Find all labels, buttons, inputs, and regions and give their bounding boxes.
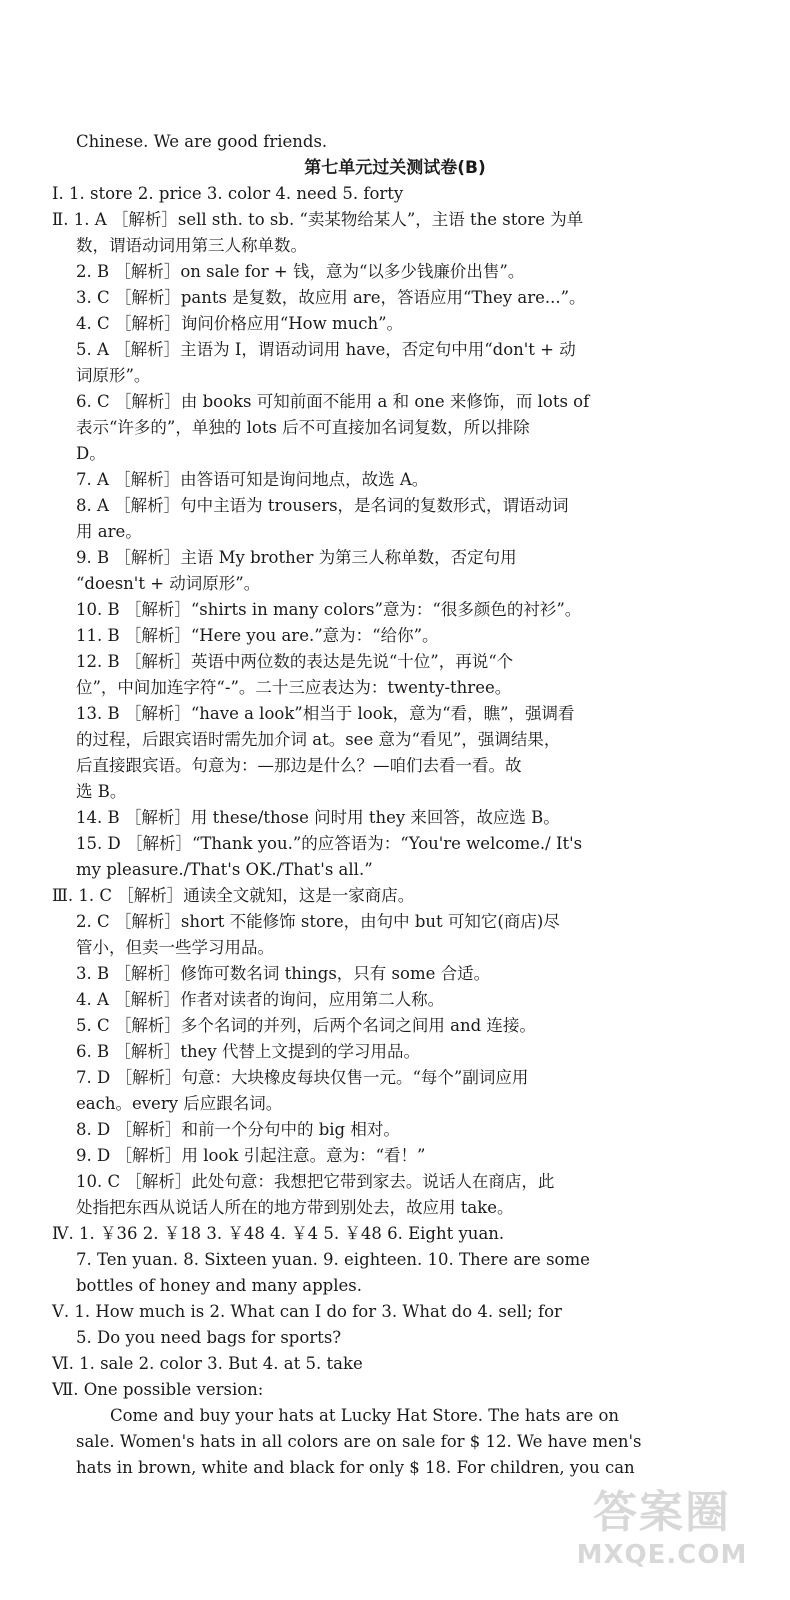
section-title: 第七单元过关测试卷(B) [304,158,486,178]
text-line-49: sale. Women's hats in all colors are on sale for $ 12. We have men's [76,1432,642,1451]
text-line-7: 5. A ［解析］主语为 I，谓语动词用 have，否定句中用“don't + 动 [76,340,576,359]
text-line-33: 5. C ［解析］多个名词的并列，后两个名词之间用 and 连接。 [76,1016,536,1035]
site-watermark [562,1482,762,1578]
text-line-50: hats in brown, white and black for only $ 18. For children, you can [76,1458,635,1477]
watermark-url: MXQE.COM [576,1540,748,1570]
text-line-10: 表示“许多的”，单独的 lots 后不可直接加名词复数，所以排除 [76,418,530,437]
text-line-29: 2. C ［解析］short 不能修饰 store，由句中 but 可知它(商店)尽 [76,912,560,931]
text-line-32: 4. A ［解析］作者对读者的询问，应用第二人称。 [76,990,445,1009]
text-line-46: Ⅵ. 1. sale 2. color 3. But 4. at 5. take [52,1354,363,1373]
text-line-45: 5. Do you need bags for sports? [76,1328,342,1347]
text-line-44: Ⅴ. 1. How much is 2. What can I do for 3. What do 4. sell; for [52,1302,562,1321]
text-line-24: 选 B。 [76,782,127,801]
text-line-47: Ⅶ. One possible version: [52,1380,264,1399]
text-line-9: 6. C ［解析］由 books 可知前面不能用 a 和 one 来修饰，而 lots of [76,392,590,411]
text-line-28: Ⅲ. 1. C ［解析］通读全文就知，这是一家商店。 [52,886,415,905]
text-line-40: 处指把东西从说话人所在的地方带到别处去，故应用 take。 [76,1198,514,1217]
text-line-8: 词原形”。 [76,366,151,385]
text-line-12: 7. A ［解析］由答语可知是询问地点，故选 A。 [76,470,429,489]
text-line-19: 12. B ［解析］英语中两位数的表达是先说“十位”，再说“个 [76,652,514,671]
text-line-27: my pleasure./That's OK./That's all.” [76,860,373,879]
text-line-42: 7. Ten yuan. 8. Sixteen yuan. 9. eighteen. 10. There are some [76,1250,590,1269]
text-line-43: bottles of honey and many apples. [76,1276,362,1295]
text-line-16: “doesn't + 动词原形”。 [76,574,261,593]
text-line-5: 3. C ［解析］pants 是复数，故应用 are，答语应用“They are...”。 [76,288,586,307]
text-line-22: 的过程，后跟宾语时需先加介词 at。see 意为“看见”，强调结果， [76,730,561,749]
text-line-38: 9. D ［解析］用 look 引起注意。意为：“看！” [76,1146,426,1165]
text-line-18: 11. B ［解析］“Here you are.”意为：“给你”。 [76,626,439,645]
text-line-37: 8. D ［解析］和前一个分句中的 big 相对。 [76,1120,400,1139]
text-line-20: 位”，中间加连字符“-”。二十三应表达为：twenty-three。 [76,678,512,697]
text-line-1: Ⅰ. 1. store 2. price 3. color 4. need 5. forty [52,184,404,203]
text-line-13: 8. A ［解析］句中主语为 trousers，是名词的复数形式，谓语动词 [76,496,569,515]
text-line-0: Chinese. We are good friends. [76,132,328,151]
text-line-26: 15. D ［解析］“Thank you.”的应答语为：“You're welcome./ It's [76,834,583,853]
text-line-11: D。 [76,444,106,463]
text-line-15: 9. B ［解析］主语 My brother 为第三人称单数，否定句用 [76,548,517,567]
text-line-36: each。every 后应跟名词。 [76,1094,283,1113]
text-line-35: 7. D ［解析］句意：大块橡皮每块仅售一元。“每个”副词应用 [76,1068,529,1087]
text-line-31: 3. B ［解析］修饰可数名词 things，只有 some 合适。 [76,964,491,983]
text-line-4: 2. B ［解析］on sale for + 钱，意为“以多少钱廉价出售”。 [76,262,525,281]
text-line-39: 10. C ［解析］此处句意：我想把它带到家去。说话人在商店，此 [76,1172,555,1191]
text-line-23: 后直接跟宾语。句意为：—那边是什么？—咱们去看一看。故 [76,756,522,775]
text-line-30: 管小，但卖一些学习用品。 [76,938,274,957]
text-line-14: 用 are。 [76,522,142,541]
text-line-41: Ⅳ. 1. ￥36 2. ￥18 3. ￥48 4. ￥4 5. ￥48 6. Eight yuan. [52,1224,505,1243]
text-line-6: 4. C ［解析］询问价格应用“How much”。 [76,314,404,333]
watermark-logo: 答案圈 [593,1487,731,1538]
text-line-21: 13. B ［解析］“have a look”相当于 look，意为“看，瞧”，强调看 [76,704,575,723]
text-line-34: 6. B ［解析］they 代替上文提到的学习用品。 [76,1042,420,1061]
text-line-25: 14. B ［解析］用 these/those 问时用 they 来回答，故应选 B。 [76,808,560,827]
text-line-48: Come and buy your hats at Lucky Hat Store. The hats are on [110,1406,620,1425]
text-line-3: 数，谓语动词用第三人称单数。 [76,236,307,255]
text-line-2: Ⅱ. 1. A ［解析］sell sth. to sb. “卖某物给某人”，主语 the store 为单 [52,210,584,229]
text-line-17: 10. B ［解析］“shirts in many colors”意为：“很多颜色的衬衫”。 [76,600,582,619]
